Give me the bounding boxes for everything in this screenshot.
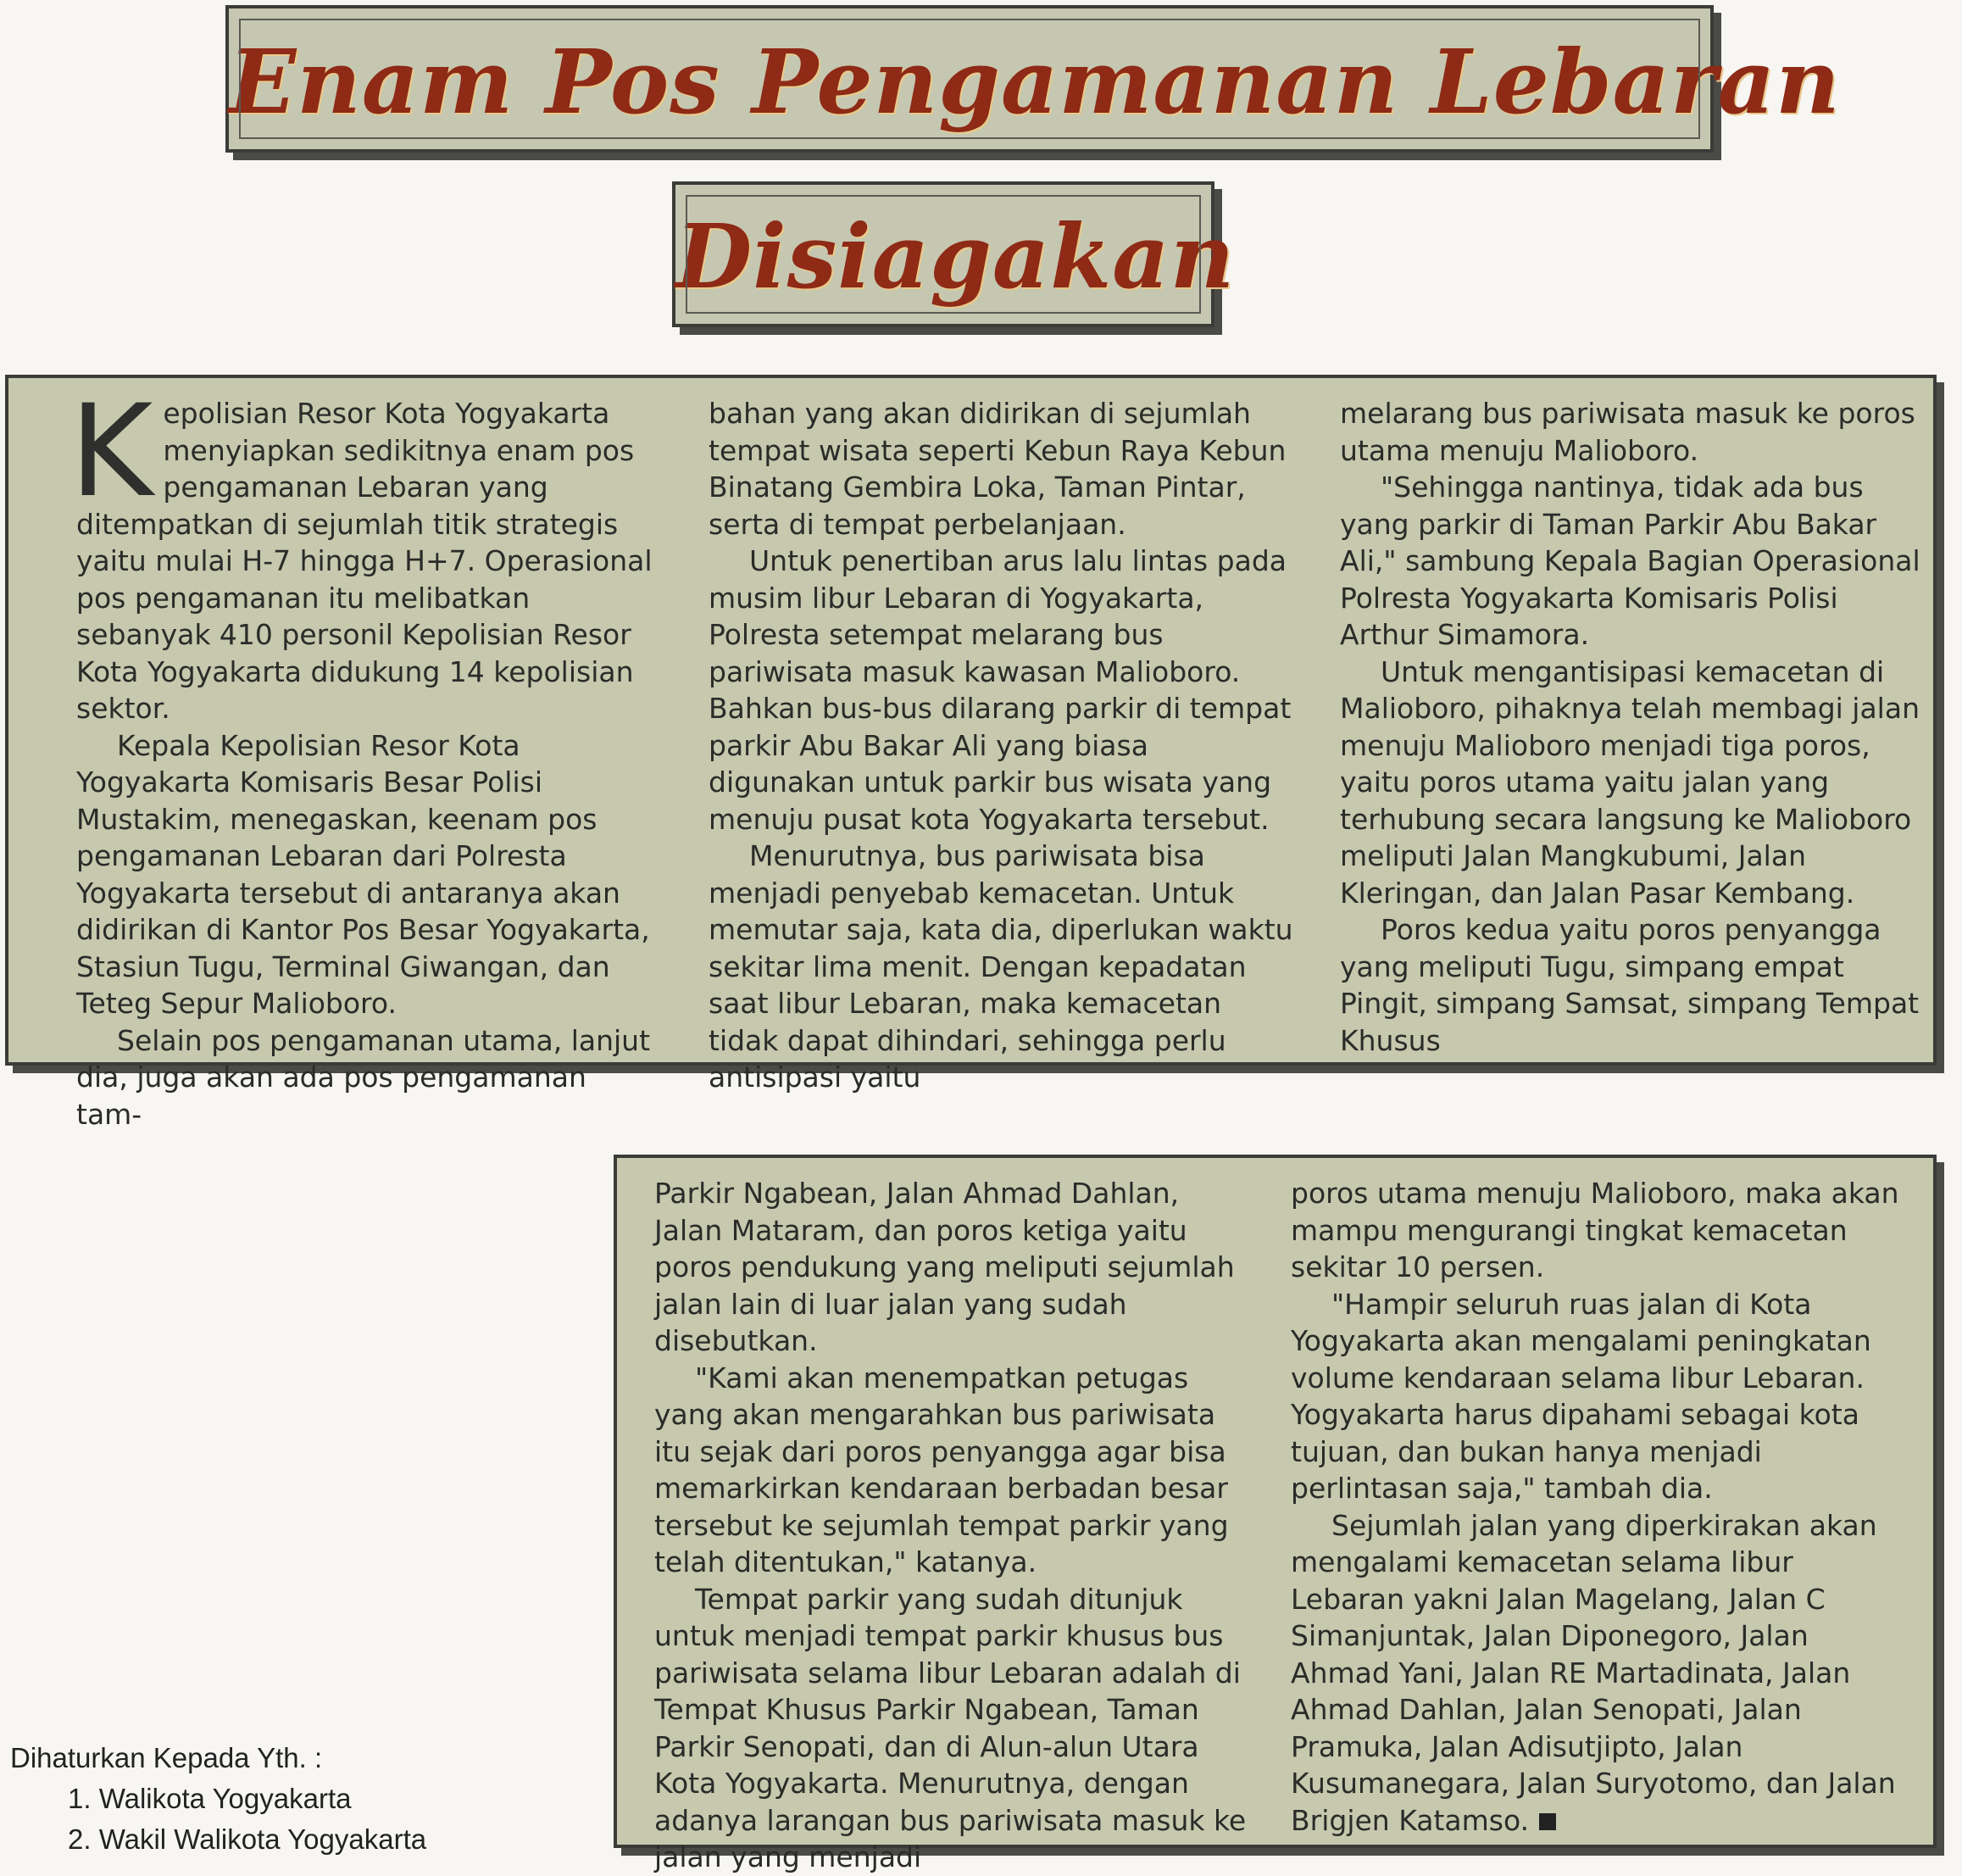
- end-of-article-square-icon: [1539, 1813, 1556, 1830]
- headline-box-1: [225, 5, 1841, 153]
- paragraph: Poros kedua yaitu poros penyangga yang meliputi Tugu, simpang empat Pingit, simpang Samsat, simpang Tempat Khusus: [1340, 913, 1920, 1057]
- paragraph: Parkir Ngabean, Jalan Ahmad Dahlan, Jalan Mataram, dan poros ketiga yaitu poros pendukung yang meliputi sejumlah jalan lain di luar jalan yang sudah disebutkan.: [654, 1177, 1235, 1357]
- recipient-item: 1. Walikota Yogyakarta: [68, 1783, 352, 1814]
- paragraph: Untuk penertiban arus lalu lintas pada musim libur Lebaran di Yogyakarta, Polresta setempat melarang bus pariwisata masuk kawasan Malioboro. Bahkan bus-bus dilarang parkir di tempat parkir Abu Bakar Ali yang biasa digunakan untuk parkir bus wisata yang menuju pusat kota Yogyakarta tersebut.: [709, 544, 1292, 836]
- paragraph-text: Sejumlah jalan yang diperkirakan akan mengalami kemacetan selama libur Lebaran yakni Jalan Magelang, Jalan C Simanjuntak, Jalan Diponegoro, Jalan Ahmad Yani, Jalan RE Martadinata, Jalan Ahmad Dahlan, Jalan Senopati, Jalan Pramuka, Jalan Adisutjipto, Jalan Kusumanegara, Jalan Suryotomo, dan Jalan Brigjen Katamso.: [1291, 1508, 1896, 1837]
- paragraph: poros utama menuju Malioboro, maka akan mampu mengurangi tingkat kemacetan sekitar 10 persen.: [1291, 1177, 1899, 1283]
- headline-box-2: [672, 181, 1236, 327]
- paragraph: melarang bus pariwisata masuk ke poros utama menuju Malioboro.: [1340, 397, 1915, 467]
- paragraph: Untuk mengantisipasi kemacetan di Malioboro, pihaknya telah membagi jalan menuju Malioboro menjadi tiga poros, yaitu poros utama yaitu jalan yang terhubung secara langsung ke Malioboro meliputi Jalan Mangkubumi, Jalan Kleringan, dan Jalan Pasar Kembang.: [1340, 654, 1920, 910]
- headline-line-1: Enam Pos Pengamanan Lebaran: [229, 30, 1841, 134]
- paragraph: Selain pos pengamanan utama, lanjut dia, juga akan ada pos pengamanan tam-: [76, 1023, 651, 1131]
- paragraph-text: epolisian Resor Kota Yogyakarta menyiapkan sedikitnya enam pos pengamanan Lebaran yang ditempatkan di sejumlah titik strategis yaitu mulai H-7 hingga H+7. Operasional pos pengamanan itu melibatkan sebanyak 410 personil Kepolisian Resor Kota Yogyakarta didukung 14 kepolisian sektor.: [76, 397, 653, 725]
- drop-cap: K: [69, 378, 153, 526]
- paragraph: "Sehingga nantinya, tidak ada bus yang parkir di Taman Parkir Abu Bakar Ali," sambung Kepala Bagian Operasional Polresta Yogyakarta Komisaris Polisi Arthur Simamora.: [1340, 470, 1920, 651]
- paragraph: [1291, 1507, 1909, 1840]
- paragraph: "Kami akan menempatkan petugas yang akan mengarahkan bus pariwisata itu sejak dari poros penyangga agar bisa memarkirkan kendaraan berbadan besar tersebut ke sejumlah tempat parkir yang telah ditentukan," katanya.: [654, 1361, 1229, 1578]
- paragraph: bahan yang akan didirikan di sejumlah tempat wisata seperti Kebun Raya Kebun Binatang Gembira Loka, Taman Pintar, serta di tempat perbelanjaan.: [709, 397, 1287, 541]
- paragraph: Tempat parkir yang sudah ditunjuk untuk menjadi tempat parkir khusus bus pariwisata selama libur Lebaran adalah di Tempat Khusus Parkir Ngabean, Taman Parkir Senopati, dan di Alun-alun Utara Kota Yogyakarta. Menurutnya, dengan adanya larangan bus pariwisata masuk ke jalan yang menjadi: [654, 1582, 1247, 1873]
- recipient-item: 2. Wakil Walikota Yogyakarta: [68, 1823, 427, 1855]
- article-column-1: [69, 378, 653, 1133]
- article-column-4: [654, 1175, 1248, 1876]
- recipient-list: [10, 1738, 426, 1860]
- recipient-heading: Dihaturkan Kepada Yth. :: [10, 1742, 323, 1773]
- article-column-3: [1340, 395, 1925, 1059]
- paragraph: Menurutnya, bus pariwisata bisa menjadi penyebab kemacetan. Untuk memutar saja, kata dia, diperlukan waktu sekitar lima menit. Dengan kepadatan saat libur Lebaran, maka kemacetan tidak dapat dihindari, sehingga perlu antisipasi yaitu: [709, 839, 1293, 1094]
- article-block-top: [5, 375, 1937, 1131]
- article-column-2: [709, 395, 1293, 1096]
- paragraph: "Hampir seluruh ruas jalan di Kota Yogyakarta akan mengalami peningkatan volume kendaraan selama libur Lebaran. Yogyakarta harus dipahami sebagai kota tujuan, dan bukan hanya menjadi perlintasan saja," tambah dia.: [1291, 1287, 1871, 1505]
- article-column-5: [1291, 1175, 1909, 1839]
- article-block-bottom: [614, 1155, 1937, 1873]
- headline-line-2: Disiagakan: [675, 204, 1236, 309]
- paragraph: [69, 378, 653, 727]
- paragraph: Kepala Kepolisian Resor Kota Yogyakarta Komisaris Besar Polisi Mustakim, menegaskan, keenam pos pengamanan Lebaran dari Polresta Yogyakarta tersebut di antaranya akan didirikan di Kantor Pos Besar Yogyakarta, Stasiun Tugu, Terminal Giwangan, dan Teteg Sepur Malioboro.: [76, 728, 650, 1020]
